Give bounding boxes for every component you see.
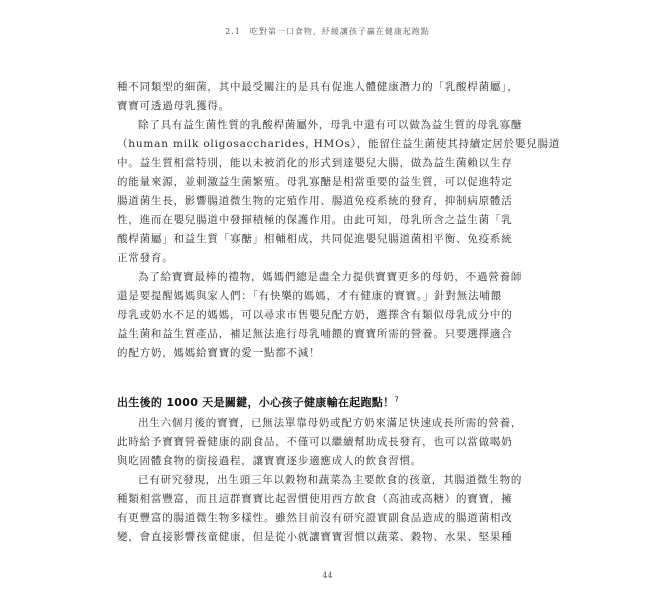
section-heading	[117, 394, 515, 410]
paragraph	[117, 414, 523, 471]
text-line: （human milk oligosaccharides, HMOs），能留住益生菌使其持續定居於嬰兒腸道	[117, 138, 561, 150]
text-line: 寶寶可透過母乳獲得。	[117, 100, 230, 112]
text-line: 為了給寶寶最棒的禮物，媽媽們總是盡全力提供寶寶更多的母奶，不過營養師	[138, 271, 523, 283]
section-paragraphs	[117, 414, 523, 547]
text-line: 中。益生質相當特別，能以未被消化的形式到達嬰兒大腸，做為益生菌賴以生存	[117, 157, 513, 169]
text-line: 種不同類型的細菌，其中最受關注的是具有促進人體健康潛力的「乳酸桿菌屬」，	[117, 81, 519, 93]
text-line: 變，會直接影響孩童健康，但是從小就讓寶寶習慣以蔬菜、穀物、水果、堅果種	[117, 531, 513, 543]
section-heading-text: 出生後的 1000 天是關鍵，小心孩子健康輸在起跑點！	[117, 396, 395, 409]
text-line: 正常發育。	[117, 252, 174, 264]
text-line: 酸桿菌屬」和益生質「寡醣」相輔相成，共同促進嬰兒腸道菌相平衡、免疫系統	[117, 233, 513, 245]
text-line: 益生菌和益生質產品，補足無法進行母乳哺餵的寶寶所需的營養。只要選擇適合	[117, 328, 513, 340]
page-number: 44	[322, 571, 333, 580]
text-line: 的配方奶，媽媽給寶寶的愛一點都不減！	[117, 347, 321, 359]
section-heading-ref: 7	[394, 395, 400, 404]
text-line: 的能量來源，並刺激益生菌繁殖。母乳寡醣是相當重要的益生質，可以促進特定	[117, 176, 513, 188]
page-body	[117, 78, 561, 547]
text-line: 性，進而在嬰兒腸道中發揮積極的保護作用。由此可知，母乳所含之益生菌「乳	[117, 214, 513, 226]
paragraph	[117, 116, 561, 268]
paragraph	[117, 78, 519, 116]
text-line: 還是要提醒媽媽與家人們：「有快樂的媽媽，才有健康的寶寶。」針對無法哺餵	[117, 290, 502, 302]
top-paragraphs	[117, 78, 561, 363]
paragraph	[117, 471, 523, 547]
text-line: 種類相當豐富，而且這群寶寶比起習慣使用西方飲食（高油或高糖）的寶寶，擁	[117, 493, 513, 505]
text-line: 出生六個月後的寶寶，已無法單靠母奶或配方奶來滿足快速成長所需的營養，	[138, 417, 523, 429]
text-line: 有更豐富的腸道微生物多樣性。雖然目前沒有研究證實副食品造成的腸道菌相改	[117, 512, 513, 524]
text-line: 已有研究發現，出生頭三年以穀物和蔬菜為主要飲食的孩童，其腸道微生物的	[138, 474, 523, 486]
text-line: 除了具有益生菌性質的乳酸桿菌屬外，母乳中還有可以做為益生質的母乳寡醣	[138, 119, 523, 131]
paragraph	[117, 268, 523, 363]
text-line: 此時給予寶寶營養健康的副食品，不僅可以繼續幫助成長發育，也可以當做喝奶	[117, 436, 513, 448]
text-line: 腸道菌生長，影響腸道微生物的定殖作用、腸道免疫系統的發育，抑制病原體活	[117, 195, 513, 207]
running-header: 2.1 吃對第一口食物，紓緩讓孩子贏在健康起跑點	[225, 27, 430, 36]
text-line: 與吃固體食物的銜接過程，讓寶寶逐步適應成人的飲食習慣。	[117, 455, 423, 467]
text-line: 母乳或奶水不足的媽媽，可以尋求市售嬰兒配方奶，選擇含有類似母乳成分中的	[117, 309, 513, 321]
